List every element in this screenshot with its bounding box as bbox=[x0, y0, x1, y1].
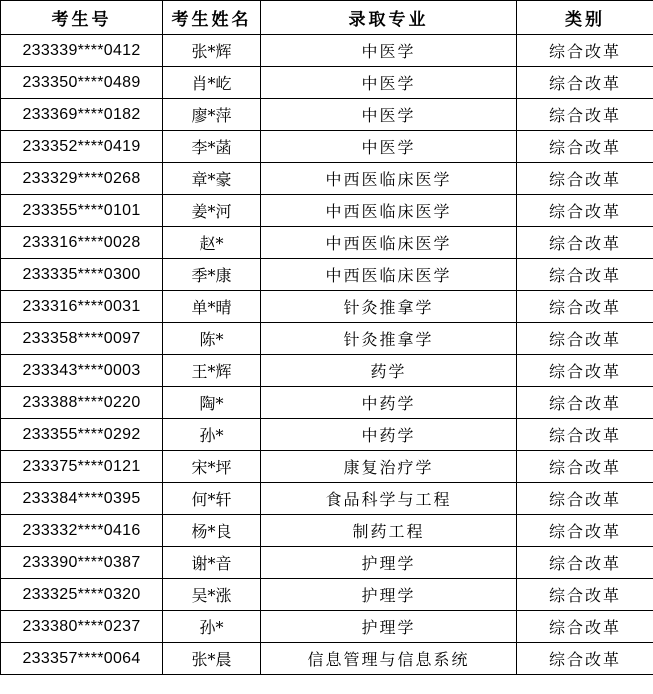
major-cell: 护理学 bbox=[261, 611, 517, 643]
header-category: 类别 bbox=[517, 1, 653, 35]
candidate-id-cell: 233329****0268 bbox=[1, 163, 163, 195]
category-cell: 综合改革 bbox=[517, 323, 653, 355]
candidate-id-cell: 233355****0292 bbox=[1, 419, 163, 451]
candidate-id-cell: 233352****0419 bbox=[1, 131, 163, 163]
table-row bbox=[1, 227, 653, 259]
major-cell: 护理学 bbox=[261, 547, 517, 579]
candidate-id-cell: 233355****0101 bbox=[1, 195, 163, 227]
category-cell: 综合改革 bbox=[517, 547, 653, 579]
category-cell: 综合改革 bbox=[517, 611, 653, 643]
category-cell: 综合改革 bbox=[517, 515, 653, 547]
candidate-name-cell: 杨*良 bbox=[163, 515, 261, 547]
candidate-name-cell: 肖*屹 bbox=[163, 67, 261, 99]
major-cell: 食品科学与工程 bbox=[261, 483, 517, 515]
candidate-id-cell: 233358****0097 bbox=[1, 323, 163, 355]
candidate-id-cell: 233316****0028 bbox=[1, 227, 163, 259]
major-cell: 中药学 bbox=[261, 419, 517, 451]
major-cell: 针灸推拿学 bbox=[261, 291, 517, 323]
table-row bbox=[1, 131, 653, 163]
major-cell: 中西医临床医学 bbox=[261, 227, 517, 259]
candidate-id-cell: 233375****0121 bbox=[1, 451, 163, 483]
header-row bbox=[1, 1, 653, 35]
table-row bbox=[1, 643, 653, 675]
category-cell: 综合改革 bbox=[517, 483, 653, 515]
table-row bbox=[1, 259, 653, 291]
table-row bbox=[1, 67, 653, 99]
candidate-name-cell: 单*晴 bbox=[163, 291, 261, 323]
table-row bbox=[1, 483, 653, 515]
table-row bbox=[1, 323, 653, 355]
candidate-id-cell: 233388****0220 bbox=[1, 387, 163, 419]
candidate-name-cell: 吴*涨 bbox=[163, 579, 261, 611]
candidate-id-cell: 233369****0182 bbox=[1, 99, 163, 131]
candidate-name-cell: 陶* bbox=[163, 387, 261, 419]
candidate-name-cell: 季*康 bbox=[163, 259, 261, 291]
major-cell: 中西医临床医学 bbox=[261, 163, 517, 195]
category-cell: 综合改革 bbox=[517, 195, 653, 227]
header-candidate-name: 考生姓名 bbox=[163, 1, 261, 35]
candidate-name-cell: 赵* bbox=[163, 227, 261, 259]
major-cell: 中药学 bbox=[261, 387, 517, 419]
table-row bbox=[1, 291, 653, 323]
candidate-name-cell: 王*辉 bbox=[163, 355, 261, 387]
candidate-id-cell: 233332****0416 bbox=[1, 515, 163, 547]
table-row bbox=[1, 99, 653, 131]
category-cell: 综合改革 bbox=[517, 67, 653, 99]
category-cell: 综合改革 bbox=[517, 259, 653, 291]
table-row bbox=[1, 355, 653, 387]
candidate-id-cell: 233380****0237 bbox=[1, 611, 163, 643]
table-row bbox=[1, 611, 653, 643]
candidate-name-cell: 廖*萍 bbox=[163, 99, 261, 131]
major-cell: 中医学 bbox=[261, 35, 517, 67]
candidate-id-cell: 233335****0300 bbox=[1, 259, 163, 291]
header-candidate-id: 考生号 bbox=[1, 1, 163, 35]
category-cell: 综合改革 bbox=[517, 35, 653, 67]
major-cell: 护理学 bbox=[261, 579, 517, 611]
table-row bbox=[1, 515, 653, 547]
table-row bbox=[1, 195, 653, 227]
candidate-name-cell: 张*辉 bbox=[163, 35, 261, 67]
table-row bbox=[1, 163, 653, 195]
major-cell: 制药工程 bbox=[261, 515, 517, 547]
table-row bbox=[1, 451, 653, 483]
candidate-name-cell: 李*菡 bbox=[163, 131, 261, 163]
candidate-name-cell: 孙* bbox=[163, 611, 261, 643]
category-cell: 综合改革 bbox=[517, 291, 653, 323]
candidate-name-cell: 陈* bbox=[163, 323, 261, 355]
candidate-id-cell: 233316****0031 bbox=[1, 291, 163, 323]
category-cell: 综合改革 bbox=[517, 643, 653, 675]
category-cell: 综合改革 bbox=[517, 387, 653, 419]
category-cell: 综合改革 bbox=[517, 355, 653, 387]
candidate-name-cell: 张*晨 bbox=[163, 643, 261, 675]
major-cell: 中西医临床医学 bbox=[261, 259, 517, 291]
table-body bbox=[1, 35, 653, 675]
major-cell: 康复治疗学 bbox=[261, 451, 517, 483]
candidate-id-cell: 233325****0320 bbox=[1, 579, 163, 611]
major-cell: 中医学 bbox=[261, 67, 517, 99]
candidate-name-cell: 孙* bbox=[163, 419, 261, 451]
candidate-name-cell: 谢*音 bbox=[163, 547, 261, 579]
header-admitted-major: 录取专业 bbox=[261, 1, 517, 35]
category-cell: 综合改革 bbox=[517, 227, 653, 259]
category-cell: 综合改革 bbox=[517, 419, 653, 451]
candidate-id-cell: 233384****0395 bbox=[1, 483, 163, 515]
category-cell: 综合改革 bbox=[517, 579, 653, 611]
category-cell: 综合改革 bbox=[517, 131, 653, 163]
table-row bbox=[1, 387, 653, 419]
major-cell: 针灸推拿学 bbox=[261, 323, 517, 355]
category-cell: 综合改革 bbox=[517, 99, 653, 131]
table-row bbox=[1, 35, 653, 67]
table-row bbox=[1, 547, 653, 579]
major-cell: 药学 bbox=[261, 355, 517, 387]
table-row bbox=[1, 579, 653, 611]
candidate-id-cell: 233357****0064 bbox=[1, 643, 163, 675]
candidate-id-cell: 233343****0003 bbox=[1, 355, 163, 387]
candidate-name-cell: 姜*河 bbox=[163, 195, 261, 227]
major-cell: 中西医临床医学 bbox=[261, 195, 517, 227]
candidate-name-cell: 宋*坪 bbox=[163, 451, 261, 483]
candidate-id-cell: 233390****0387 bbox=[1, 547, 163, 579]
table-row bbox=[1, 419, 653, 451]
candidate-id-cell: 233339****0412 bbox=[1, 35, 163, 67]
candidate-name-cell: 何*轩 bbox=[163, 483, 261, 515]
major-cell: 中医学 bbox=[261, 99, 517, 131]
major-cell: 中医学 bbox=[261, 131, 517, 163]
candidate-name-cell: 章*豪 bbox=[163, 163, 261, 195]
category-cell: 综合改革 bbox=[517, 163, 653, 195]
table-header bbox=[1, 1, 653, 35]
category-cell: 综合改革 bbox=[517, 451, 653, 483]
major-cell: 信息管理与信息系统 bbox=[261, 643, 517, 675]
candidate-id-cell: 233350****0489 bbox=[1, 67, 163, 99]
